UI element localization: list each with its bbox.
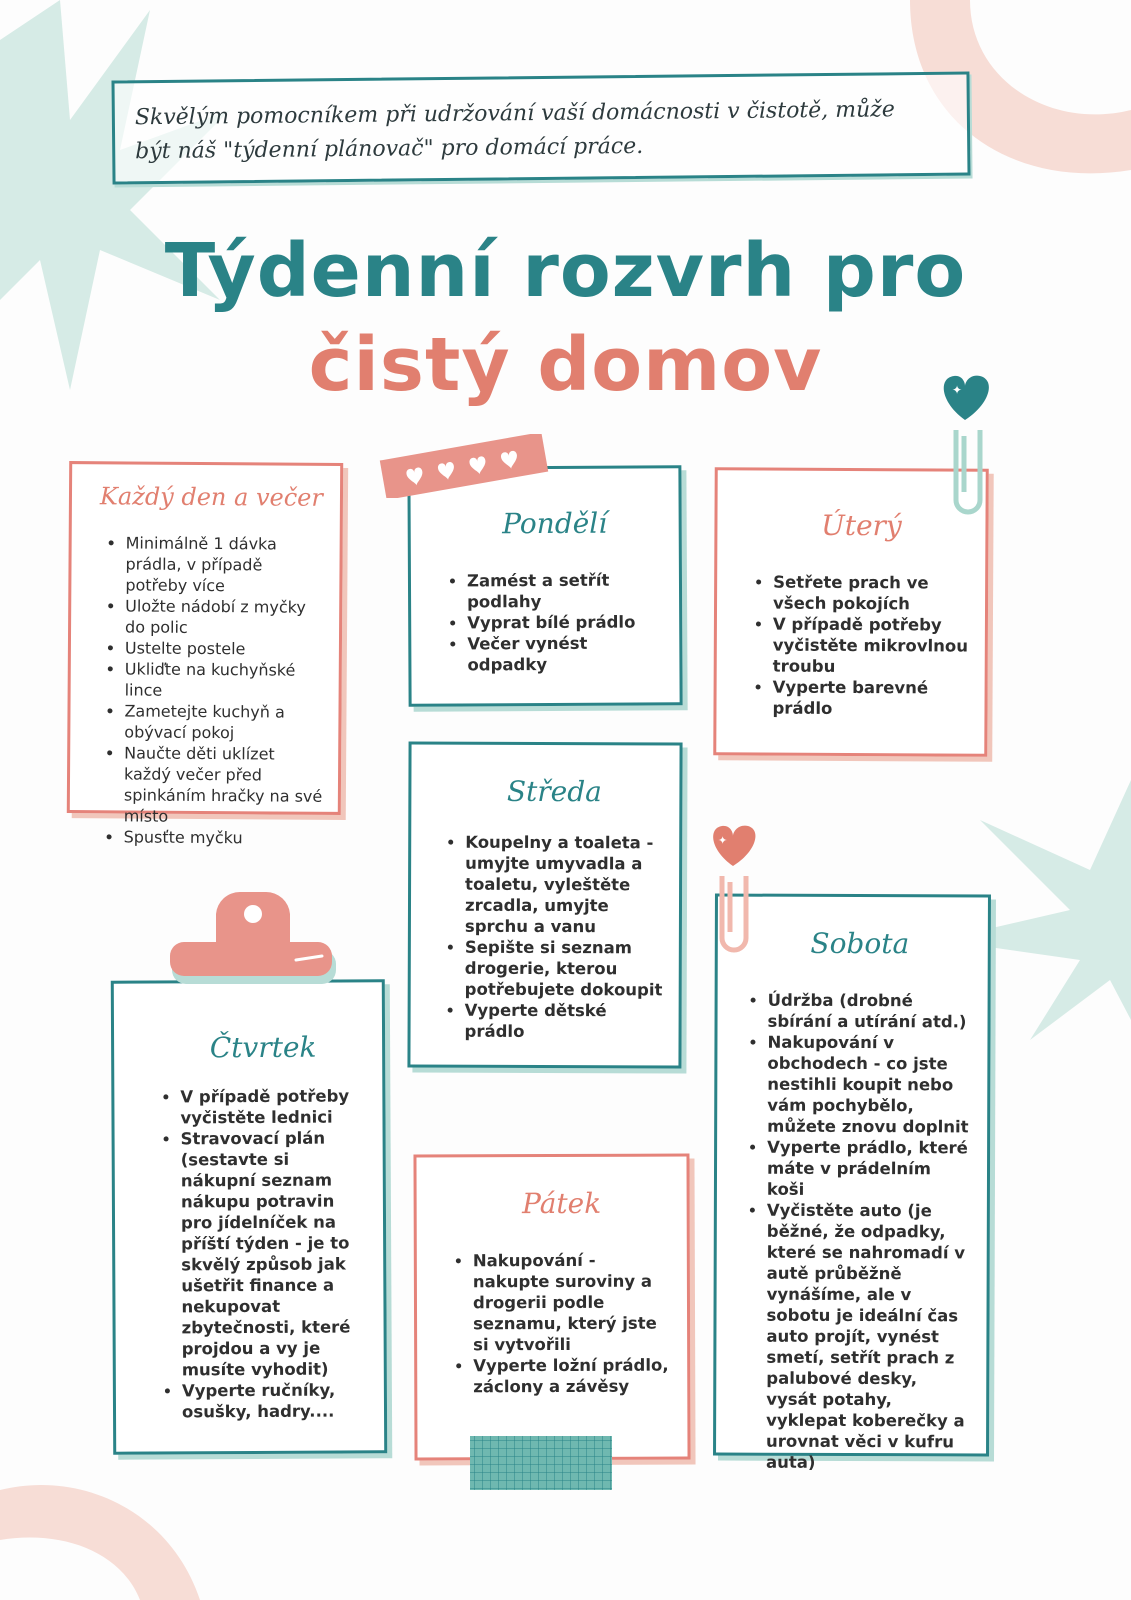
card-tuesday-title: Úterý bbox=[821, 508, 902, 543]
list-item: • Nakupování v obchodech - co jste nestihli koupit nebo vám pochybělo, můžete znovu doplnit bbox=[767, 1032, 973, 1138]
card-daily-list bbox=[102, 532, 326, 849]
list-item: • V případě potřeby vyčistěte mikrovlnou troubu bbox=[773, 614, 971, 678]
card-daily bbox=[67, 461, 343, 848]
list-item: • Minimálně 1 dávka prádla, v případě potřeby více bbox=[125, 532, 325, 596]
card-thursday bbox=[111, 979, 387, 1454]
card-friday-title: Pátek bbox=[522, 1186, 602, 1221]
card-saturday-list bbox=[744, 990, 974, 1474]
card-monday-list bbox=[445, 569, 666, 675]
list-item: • Vyperte barevné prádlo bbox=[772, 677, 970, 720]
svg-text:✦: ✦ bbox=[952, 383, 963, 397]
list-item: • Vyčistěte auto (je běžné, že odpadky, které se nahromadí v autě průběžně vynášíme, ale v sobotu je ideální čas auto projít, vynést smetí, setřít prach z palubové desky, vysát potahy, vyklepat koberečky a urovnat věci v kufru auta) bbox=[766, 1200, 973, 1474]
list-item: • Setřete prach ve všech pokojích bbox=[773, 572, 971, 615]
intro-text: Skvělým pomocníkem při udržování vaší domácnosti v čistotě, může být náš "týdenní plánovač" pro domácí práce. bbox=[134, 97, 895, 165]
card-saturday bbox=[713, 894, 991, 1472]
card-friday-list bbox=[451, 1250, 674, 1398]
card-wednesday-list bbox=[443, 832, 666, 1043]
list-item: • Koupelny a toaleta - umyjte umyvadla a toaletu, vyleštěte zrcadla, umyjte sprchu a vanu bbox=[465, 832, 665, 938]
list-item: • V případě potřeby vyčistěte lednici bbox=[180, 1085, 368, 1128]
list-item: • Naučte děti uklízet každý večer před spinkáním hračky na své místo bbox=[124, 742, 325, 827]
card-thursday-title: Čtvrtek bbox=[209, 1030, 317, 1065]
list-item: • Vyperte ručníky, osušky, hadry.... bbox=[182, 1379, 370, 1422]
list-item: • Nakupování - nakupte suroviny a drogerii podle seznamu, který jste si vytvořili bbox=[473, 1250, 673, 1356]
card-saturday-title: Sobota bbox=[810, 926, 910, 961]
heart-paperclip-icon bbox=[930, 370, 1000, 520]
title-line-2: čistý domov bbox=[308, 322, 823, 408]
list-item: • Spusťte myčku bbox=[124, 826, 324, 848]
title-line-1: Týdenní rozvrh pro bbox=[164, 228, 967, 314]
list-item: • Uložte nádobí z myčky do polic bbox=[125, 595, 325, 638]
list-item: • Ukliďte na kuchyňské lince bbox=[125, 658, 325, 701]
washi-tape-hearts-icon bbox=[376, 434, 552, 498]
list-item: • Vyperte ložní prádlo, záclony a závěsy bbox=[473, 1355, 673, 1398]
clipboard-clip-icon bbox=[166, 890, 338, 990]
list-item: • Sepište si seznam drogerie, kterou potřebujete dokoupit bbox=[465, 937, 665, 1001]
list-item: • Večer vynést odpadky bbox=[467, 632, 665, 675]
list-item: • Zametejte kuchyň a obývací pokoj bbox=[124, 700, 324, 743]
grid-tape-icon bbox=[466, 1432, 616, 1494]
card-friday bbox=[413, 1154, 690, 1461]
list-item: • Zamést a setřít podlahy bbox=[467, 569, 665, 612]
intro-box bbox=[111, 72, 970, 185]
list-item: • Ustelte postele bbox=[125, 637, 325, 659]
card-wednesday bbox=[407, 742, 682, 1069]
card-thursday-list bbox=[158, 1085, 370, 1422]
svg-text:✦: ✦ bbox=[718, 834, 728, 847]
list-item: • Vyperte dětské prádlo bbox=[465, 1000, 665, 1043]
pink-arc-bottom-left bbox=[0, 1470, 220, 1600]
list-item: • Vyperte prádlo, které máte v prádelním koši bbox=[767, 1137, 973, 1201]
card-tuesday-list bbox=[750, 571, 971, 719]
card-monday-title: Pondělí bbox=[502, 506, 608, 541]
card-wednesday-title: Středa bbox=[506, 774, 602, 809]
list-item: • Údržba (drobné sbírání a utírání atd.) bbox=[767, 990, 973, 1033]
list-item: • Stravovací plán (sestavte si nákupní seznam nákupu potravin pro jídelníček na příští týden - je to skvělý způsob jak ušetřit finance a nekupovat zbytečnosti, které projdou a vy je musíte vyhodit) bbox=[181, 1127, 370, 1380]
card-daily-title: Každý den a večer bbox=[99, 482, 323, 512]
list-item: • Vyprat bílé prádlo bbox=[467, 611, 665, 633]
card-monday bbox=[407, 465, 682, 706]
heart-paperclip-coral-icon bbox=[700, 820, 770, 960]
